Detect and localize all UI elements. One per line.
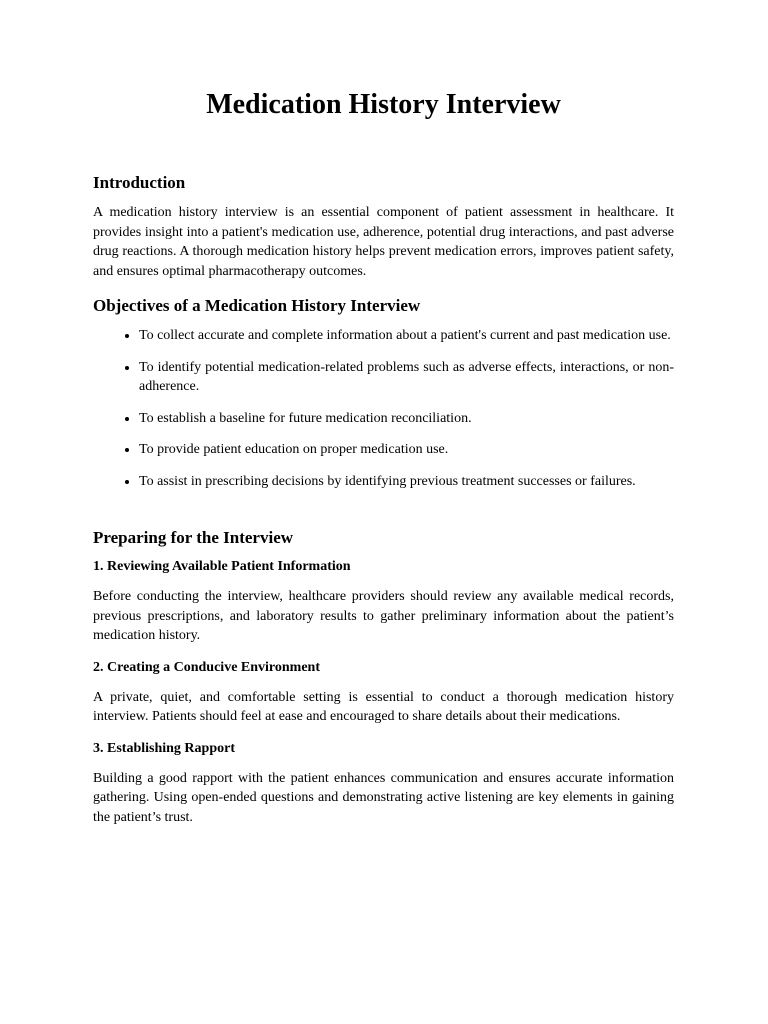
preparing-heading: Preparing for the Interview xyxy=(93,528,294,547)
subsection-paragraph-rapport: Building a good rapport with the patient enhances communication and ensures accurate information gathering. Using open-ended questions and demonstrating active listening are key elements in gaining the patient’s trust. xyxy=(93,770,674,825)
objective-item: • To identify potential medication-related problems such as adverse effects, interactions, or non-adherence. xyxy=(139,358,674,397)
objectives-heading: Objectives of a Medication History Interview xyxy=(93,296,421,315)
document-title: Medication History Interview xyxy=(206,89,561,120)
introduction-paragraph: A medication history interview is an essential component of patient assessment in healthcare. It provides insight into a patient's medication use, adherence, potential drug interactions, and past adverse drug reactions. A thorough medication history helps prevent medication errors, improves patient safety, and ensures optimal pharmacotherapy outcomes. xyxy=(93,205,674,279)
subsection-heading-environment: 2. Creating a Conducive Environment xyxy=(93,659,320,675)
objectives-section xyxy=(93,293,674,491)
subsection-heading-reviewing: 1. Reviewing Available Patient Information xyxy=(93,559,351,574)
preparing-section xyxy=(93,525,674,827)
document-body xyxy=(93,170,674,839)
subsection-paragraph-reviewing: Before conducting the interview, healthcare providers should review any available medical records, previous prescriptions, and laboratory results to gather preliminary information about the patient’s medication history. xyxy=(93,589,674,643)
subsection-heading-rapport: 3. Establishing Rapport xyxy=(93,740,235,756)
objectives-list xyxy=(93,326,674,491)
objective-item: • To establish a baseline for future medication reconciliation. xyxy=(139,409,674,429)
subsection-paragraph-environment: A private, quiet, and comfortable setting is essential to conduct a thorough medication history interview. Patients should feel at ease and encouraged to share details about their medications. xyxy=(93,689,674,724)
objective-item: • To assist in prescribing decisions by identifying previous treatment successes or failures. xyxy=(139,472,674,492)
objective-item: • To provide patient education on proper medication use. xyxy=(139,440,674,460)
objective-item: • To collect accurate and complete information about a patient's current and past medication use. xyxy=(139,326,674,346)
introduction-section xyxy=(93,170,674,281)
introduction-heading: Introduction xyxy=(93,173,186,192)
